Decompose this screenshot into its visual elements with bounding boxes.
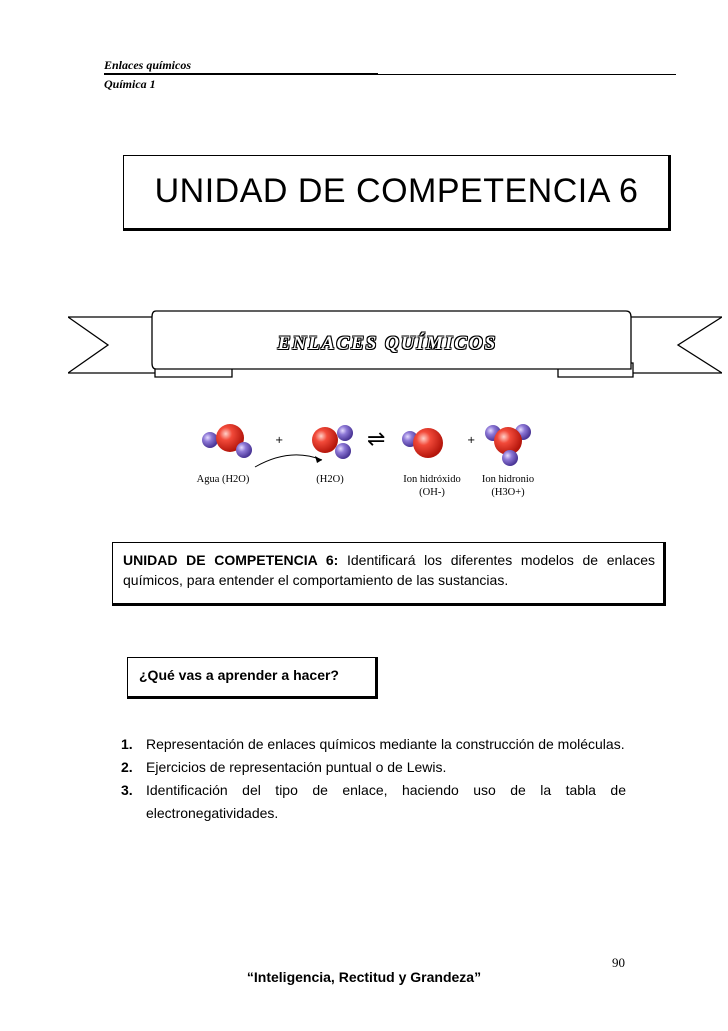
plus-sign-2: +: [467, 435, 476, 446]
header-subject: Enlaces químicos: [104, 58, 192, 72]
list-item: [121, 756, 626, 779]
label-oh: (OH-): [419, 487, 445, 498]
hydroxide-ion: [402, 428, 443, 458]
list-item-text: Identificación del tipo de enlace, haciendo uso de la tabla de electronegatividades.: [146, 782, 626, 821]
competency-text: Identificará los diferentes modelos de enlaces químicos, para entender el comportamiento de las sustancias.: [123, 552, 656, 588]
ribbon-left-tail: [68, 317, 164, 373]
header-course: Química 1: [104, 77, 156, 91]
hydronium-ion: [485, 424, 531, 466]
competency-label: UNIDAD DE COMPETENCIA 6:: [123, 552, 339, 568]
transfer-arrow: [255, 455, 322, 467]
water-ionization-figure: [180, 405, 560, 520]
list-item-text: Ejercicios de representación puntual o de Lewis.: [146, 759, 447, 775]
list-item: [121, 779, 626, 825]
banner-title: ENLACES QUÍMICOS: [277, 333, 498, 354]
equilibrium-arrows-icon: ⇌: [367, 427, 386, 452]
label-hidroxido: Ion hidróxido: [403, 474, 461, 485]
label-h2o: (H2O): [316, 474, 344, 485]
list-item: [121, 733, 626, 756]
plus-sign-1: +: [275, 435, 284, 446]
page-number: 90: [612, 955, 625, 970]
label-h3o: (H3O+): [491, 487, 525, 498]
learning-question: ¿Qué vas a aprender a hacer?: [127, 657, 378, 699]
water-molecule-1: [202, 424, 252, 458]
list-item-number: 1.: [121, 736, 133, 752]
label-agua: Agua (H2O): [196, 474, 250, 485]
unit-title: UNIDAD DE COMPETENCIA 6: [154, 172, 639, 210]
water-molecule-2: [312, 425, 353, 459]
label-hidronio: Ion hidronio: [481, 474, 535, 485]
competency-statement: [112, 542, 666, 606]
header-rule-thin: [378, 74, 676, 75]
list-item-text: Representación de enlaces químicos mediante la construcción de moléculas.: [146, 736, 625, 752]
unit-title-box: [123, 155, 671, 231]
header-rule-thick: [104, 73, 378, 75]
ribbon-right-tail: [628, 317, 722, 373]
footer-motto: “Inteligencia, Rectitud y Grandeza”: [246, 969, 482, 985]
list-item-number: 2.: [121, 759, 133, 775]
learning-list: [121, 733, 626, 825]
list-item-number: 3.: [121, 782, 133, 798]
arrow-head-icon: [315, 456, 322, 463]
